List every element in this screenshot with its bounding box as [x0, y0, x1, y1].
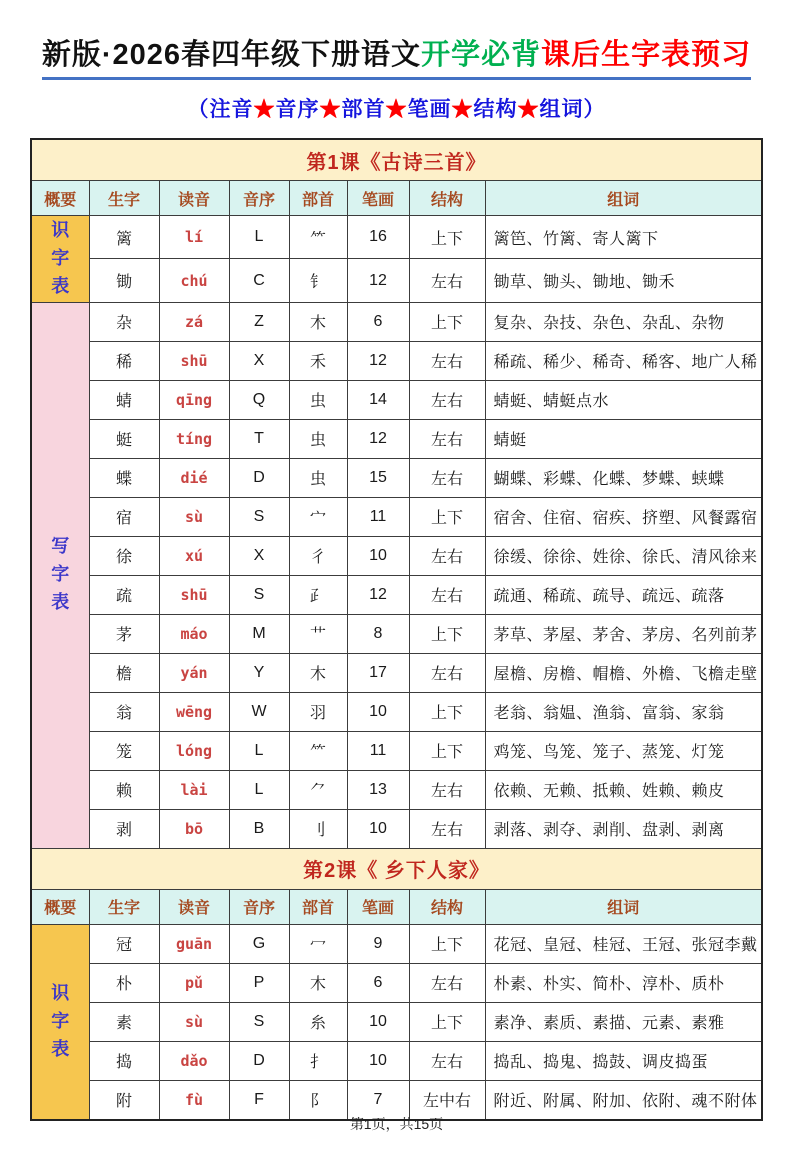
pinyin-cell: zá	[159, 302, 229, 341]
words-cell: 蜻蜓、蜻蜓点水	[485, 380, 762, 419]
table-row	[31, 380, 762, 419]
structure-cell: 上下	[409, 302, 485, 341]
subtitle-item: 组词	[539, 98, 584, 121]
star-icon: ★	[385, 98, 408, 121]
initial-cell: Y	[229, 653, 289, 692]
initial-cell: S	[229, 1002, 289, 1041]
initial-cell: L	[229, 770, 289, 809]
strokes-cell: 13	[347, 770, 409, 809]
strokes-cell: 8	[347, 614, 409, 653]
column-header: 组词	[485, 181, 762, 216]
initial-cell: C	[229, 259, 289, 302]
initial-cell: P	[229, 963, 289, 1002]
column-header-row	[31, 181, 762, 216]
table-row	[31, 458, 762, 497]
initial-cell: D	[229, 1041, 289, 1080]
structure-cell: 上下	[409, 924, 485, 963]
radical-cell: ⺈	[289, 770, 347, 809]
words-cell: 锄草、锄头、锄地、锄禾	[485, 259, 762, 302]
structure-cell: 上下	[409, 497, 485, 536]
pinyin-cell: lóng	[159, 731, 229, 770]
char-cell: 宿	[89, 497, 159, 536]
char-cell: 附	[89, 1080, 159, 1120]
initial-cell: F	[229, 1080, 289, 1120]
radical-cell: 虫	[289, 380, 347, 419]
table-row	[31, 653, 762, 692]
structure-cell: 上下	[409, 614, 485, 653]
lesson-title: 第2课《 乡下人家》	[31, 848, 762, 889]
structure-cell: 上下	[409, 1002, 485, 1041]
pinyin-cell: yán	[159, 653, 229, 692]
vocab-table	[30, 138, 763, 1121]
page-footer: 第1页，共15页	[349, 1116, 444, 1132]
radical-cell: 扌	[289, 1041, 347, 1080]
structure-cell: 左右	[409, 575, 485, 614]
lesson-banner-row	[31, 139, 762, 181]
structure-cell: 左右	[409, 1041, 485, 1080]
structure-cell: 左右	[409, 536, 485, 575]
summary-label	[31, 924, 89, 1120]
strokes-cell: 6	[347, 963, 409, 1002]
words-cell: 蝴蝶、彩蝶、化蝶、梦蝶、蛱蝶	[485, 458, 762, 497]
summary-label-text: 写字表	[51, 536, 70, 613]
table-row	[31, 731, 762, 770]
radical-cell: 阝	[289, 1080, 347, 1120]
radical-cell: 虫	[289, 458, 347, 497]
table-row	[31, 259, 762, 302]
column-header: 读音	[159, 889, 229, 924]
subtitle-item: 结构	[473, 98, 518, 121]
radical-cell: 木	[289, 963, 347, 1002]
radical-cell: ⺪	[289, 575, 347, 614]
words-cell: 疏通、稀疏、疏导、疏远、疏落	[485, 575, 762, 614]
initial-cell: X	[229, 341, 289, 380]
strokes-cell: 12	[347, 419, 409, 458]
structure-cell: 左右	[409, 653, 485, 692]
table-row	[31, 770, 762, 809]
strokes-cell: 6	[347, 302, 409, 341]
structure-cell: 上下	[409, 216, 485, 259]
char-cell: 稀	[89, 341, 159, 380]
table-row	[31, 809, 762, 848]
char-cell: 篱	[89, 216, 159, 259]
char-cell: 翁	[89, 692, 159, 731]
column-header: 概要	[31, 889, 89, 924]
star-icon: ★	[319, 98, 342, 121]
radical-cell: 刂	[289, 809, 347, 848]
words-cell: 鸡笼、鸟笼、笼子、蒸笼、灯笼	[485, 731, 762, 770]
char-cell: 素	[89, 1002, 159, 1041]
initial-cell: T	[229, 419, 289, 458]
pinyin-cell: wēng	[159, 692, 229, 731]
char-cell: 剥	[89, 809, 159, 848]
initial-cell: Z	[229, 302, 289, 341]
char-cell: 杂	[89, 302, 159, 341]
doc-subtitle	[0, 93, 793, 123]
pinyin-cell: shū	[159, 341, 229, 380]
char-cell: 朴	[89, 963, 159, 1002]
radical-cell: 虫	[289, 419, 347, 458]
initial-cell: B	[229, 809, 289, 848]
column-header: 组词	[485, 889, 762, 924]
subtitle-item: 音序	[275, 98, 320, 121]
char-cell: 冠	[89, 924, 159, 963]
table-row	[31, 419, 762, 458]
pinyin-cell: chú	[159, 259, 229, 302]
strokes-cell: 17	[347, 653, 409, 692]
initial-cell: S	[229, 497, 289, 536]
column-header: 概要	[31, 181, 89, 216]
table-row	[31, 692, 762, 731]
initial-cell: L	[229, 731, 289, 770]
structure-cell: 左右	[409, 419, 485, 458]
char-cell: 蝶	[89, 458, 159, 497]
summary-label	[31, 302, 89, 848]
subtitle-item: 部首	[341, 98, 386, 121]
table-row	[31, 302, 762, 341]
radical-cell: 羽	[289, 692, 347, 731]
words-cell: 花冠、皇冠、桂冠、王冠、张冠李戴	[485, 924, 762, 963]
column-header: 部首	[289, 889, 347, 924]
radical-cell: ⺮	[289, 216, 347, 259]
structure-cell: 左右	[409, 809, 485, 848]
radical-cell: 钅	[289, 259, 347, 302]
table-row	[31, 614, 762, 653]
words-cell: 老翁、翁媪、渔翁、富翁、家翁	[485, 692, 762, 731]
structure-cell: 左右	[409, 380, 485, 419]
pinyin-cell: qīng	[159, 380, 229, 419]
pinyin-cell: tíng	[159, 419, 229, 458]
words-cell: 素净、素质、素描、元素、素雅	[485, 1002, 762, 1041]
radical-cell: 禾	[289, 341, 347, 380]
words-cell: 宿舍、住宿、宿疾、挤塑、风餐露宿	[485, 497, 762, 536]
char-cell: 茅	[89, 614, 159, 653]
radical-cell: 艹	[289, 614, 347, 653]
column-header: 笔画	[347, 181, 409, 216]
words-cell: 徐缓、徐徐、姓徐、徐氏、清风徐来	[485, 536, 762, 575]
pinyin-cell: fù	[159, 1080, 229, 1120]
words-cell: 篱笆、竹篱、寄人篱下	[485, 216, 762, 259]
column-header: 结构	[409, 181, 485, 216]
table-row	[31, 536, 762, 575]
table-row	[31, 924, 762, 963]
subtitle-open-paren: （	[187, 98, 210, 121]
column-header-row	[31, 889, 762, 924]
pinyin-cell: dǎo	[159, 1041, 229, 1080]
column-header: 结构	[409, 889, 485, 924]
char-cell: 徐	[89, 536, 159, 575]
initial-cell: L	[229, 216, 289, 259]
summary-label	[31, 216, 89, 303]
radical-cell: 木	[289, 653, 347, 692]
title-part-black: 新版·2026春四年级下册语文	[41, 39, 422, 71]
summary-label-text: 识字表	[51, 982, 70, 1059]
words-cell: 茅草、茅屋、茅舍、茅房、名列前茅	[485, 614, 762, 653]
structure-cell: 上下	[409, 692, 485, 731]
subtitle-item: 注音	[209, 98, 254, 121]
star-icon: ★	[451, 98, 474, 121]
words-cell: 稀疏、稀少、稀奇、稀客、地广人稀	[485, 341, 762, 380]
words-cell: 朴素、朴实、简朴、淳朴、质朴	[485, 963, 762, 1002]
initial-cell: S	[229, 575, 289, 614]
table-row	[31, 963, 762, 1002]
words-cell: 屋檐、房檐、帽檐、外檐、飞檐走壁	[485, 653, 762, 692]
summary-label-text: 识字表	[51, 220, 70, 296]
initial-cell: M	[229, 614, 289, 653]
words-cell: 依赖、无赖、抵赖、姓赖、赖皮	[485, 770, 762, 809]
pinyin-cell: pǔ	[159, 963, 229, 1002]
char-cell: 捣	[89, 1041, 159, 1080]
initial-cell: Q	[229, 380, 289, 419]
strokes-cell: 12	[347, 575, 409, 614]
structure-cell: 左中右	[409, 1080, 485, 1120]
radical-cell: ⺮	[289, 731, 347, 770]
strokes-cell: 11	[347, 497, 409, 536]
pinyin-cell: máo	[159, 614, 229, 653]
doc-title-underlined	[42, 32, 751, 80]
column-header: 音序	[229, 889, 289, 924]
pinyin-cell: sù	[159, 497, 229, 536]
title-part-green: 开学必背	[421, 39, 542, 71]
radical-cell: 彳	[289, 536, 347, 575]
pinyin-cell: xú	[159, 536, 229, 575]
words-cell: 剥落、剥夺、剥削、盘剥、剥离	[485, 809, 762, 848]
strokes-cell: 9	[347, 924, 409, 963]
strokes-cell: 10	[347, 1041, 409, 1080]
strokes-cell: 10	[347, 536, 409, 575]
table-row	[31, 575, 762, 614]
char-cell: 蜓	[89, 419, 159, 458]
pinyin-cell: shū	[159, 575, 229, 614]
initial-cell: G	[229, 924, 289, 963]
words-cell: 附近、附属、附加、依附、魂不附体	[485, 1080, 762, 1120]
pinyin-cell: sù	[159, 1002, 229, 1041]
table-row	[31, 497, 762, 536]
initial-cell: D	[229, 458, 289, 497]
table-row	[31, 341, 762, 380]
strokes-cell: 12	[347, 341, 409, 380]
column-header: 生字	[89, 889, 159, 924]
initial-cell: X	[229, 536, 289, 575]
column-header: 读音	[159, 181, 229, 216]
char-cell: 蜻	[89, 380, 159, 419]
structure-cell: 左右	[409, 458, 485, 497]
strokes-cell: 10	[347, 1002, 409, 1041]
subtitle-item: 笔画	[407, 98, 452, 121]
doc-title	[0, 32, 793, 80]
title-part-red: 课后生字表预习	[541, 39, 752, 71]
radical-cell: 木	[289, 302, 347, 341]
char-cell: 锄	[89, 259, 159, 302]
words-cell: 捣乱、捣鬼、捣鼓、调皮捣蛋	[485, 1041, 762, 1080]
table-row	[31, 216, 762, 259]
radical-cell: 冖	[289, 924, 347, 963]
pinyin-cell: guān	[159, 924, 229, 963]
pinyin-cell: lài	[159, 770, 229, 809]
strokes-cell: 10	[347, 692, 409, 731]
structure-cell: 左右	[409, 963, 485, 1002]
words-cell: 复杂、杂技、杂色、杂乱、杂物	[485, 302, 762, 341]
star-icon: ★	[517, 98, 540, 121]
lesson-banner-row	[31, 848, 762, 889]
structure-cell: 左右	[409, 770, 485, 809]
char-cell: 赖	[89, 770, 159, 809]
table-row	[31, 1002, 762, 1041]
char-cell: 檐	[89, 653, 159, 692]
char-cell: 笼	[89, 731, 159, 770]
column-header: 部首	[289, 181, 347, 216]
strokes-cell: 11	[347, 731, 409, 770]
column-header: 音序	[229, 181, 289, 216]
column-header: 笔画	[347, 889, 409, 924]
strokes-cell: 10	[347, 809, 409, 848]
words-cell: 蜻蜓	[485, 419, 762, 458]
strokes-cell: 14	[347, 380, 409, 419]
structure-cell: 左右	[409, 259, 485, 302]
pinyin-cell: lí	[159, 216, 229, 259]
subtitle-close-paren: ）	[583, 98, 606, 121]
char-cell: 疏	[89, 575, 159, 614]
pinyin-cell: bō	[159, 809, 229, 848]
strokes-cell: 15	[347, 458, 409, 497]
strokes-cell: 16	[347, 216, 409, 259]
strokes-cell: 12	[347, 259, 409, 302]
table-row	[31, 1041, 762, 1080]
pinyin-cell: dié	[159, 458, 229, 497]
radical-cell: 宀	[289, 497, 347, 536]
initial-cell: W	[229, 692, 289, 731]
lesson-title: 第1课《古诗三首》	[31, 139, 762, 181]
structure-cell: 上下	[409, 731, 485, 770]
structure-cell: 左右	[409, 341, 485, 380]
strokes-cell: 7	[347, 1080, 409, 1120]
star-icon: ★	[253, 98, 276, 121]
column-header: 生字	[89, 181, 159, 216]
vocab-tables	[30, 138, 763, 1121]
radical-cell: 糸	[289, 1002, 347, 1041]
